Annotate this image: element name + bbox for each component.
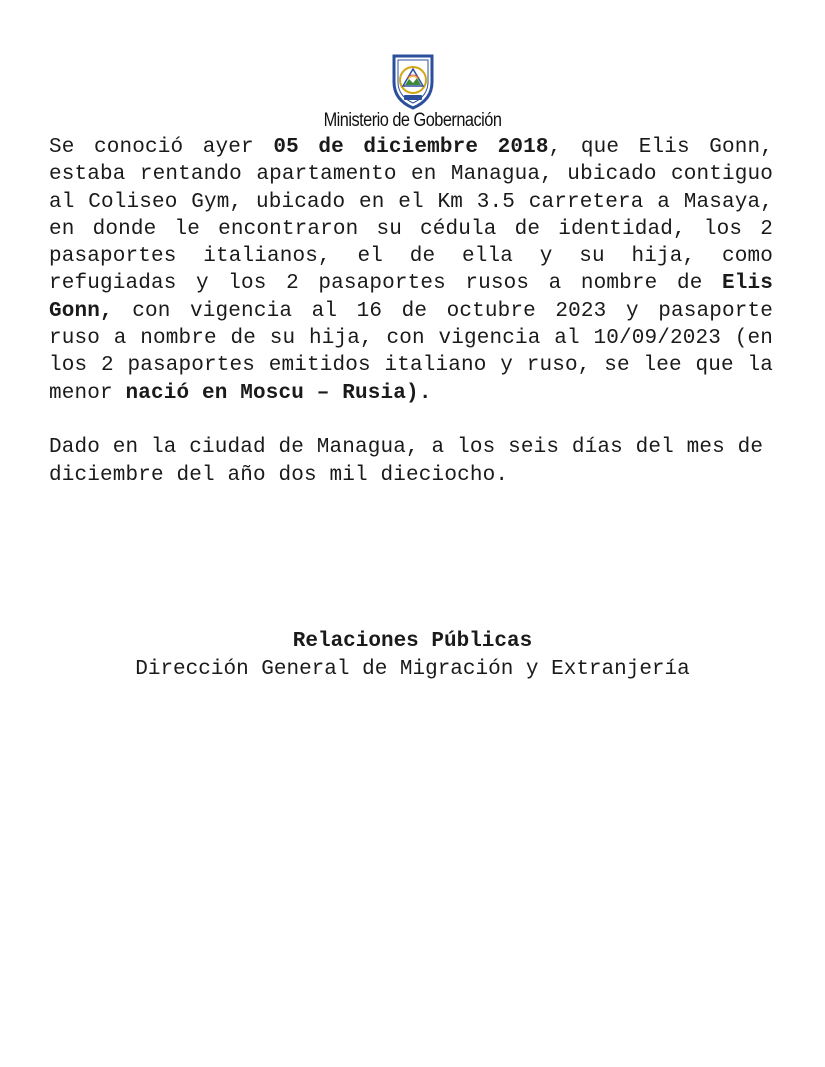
ministry-name: Ministerio de Gobernación: [323, 110, 502, 131]
signature-title: Relaciones Públicas: [292, 630, 533, 653]
signature-department: Dirección General de Migración y Extranjería: [135, 658, 690, 681]
bold-name: Elis Gonn,: [49, 272, 773, 323]
main-paragraph: [49, 134, 773, 407]
press-release-body: [49, 134, 773, 489]
closing-paragraph: Dado en la ciudad de Managua, a los seis días del mes de diciembre del año dos mil dieciocho.: [49, 436, 764, 487]
bold-birthplace: nació en Moscu – Rusia).: [125, 381, 432, 405]
bold-date: 05 de diciembre 2018: [273, 136, 549, 159]
signature-block: [0, 628, 825, 684]
paragraph-text: Se conoció ayer: [49, 136, 274, 159]
letterhead: [0, 52, 825, 132]
paragraph-text: , que Elis Gonn, estaba rentando apartamento en Managua, ubicado contiguo al Coliseo Gym, ubicado en el Km 3.5 carretera a Masaya, en donde le encontraron su cédula de identidad, los 2 pasaportes italianos, el de ella y su hija, como refugiadas y los 2 pasaportes rusos a nombre de: [49, 136, 773, 296]
nicaragua-coat-of-arms-icon: [391, 52, 435, 110]
paragraph-text: con vigencia al 16 de octubre 2023 y pasaporte ruso a nombre de su hija, con vigencia al 10/09/2023 (en los 2 pasaportes emitidos italiano y ruso, se lee que la menor: [49, 299, 773, 405]
